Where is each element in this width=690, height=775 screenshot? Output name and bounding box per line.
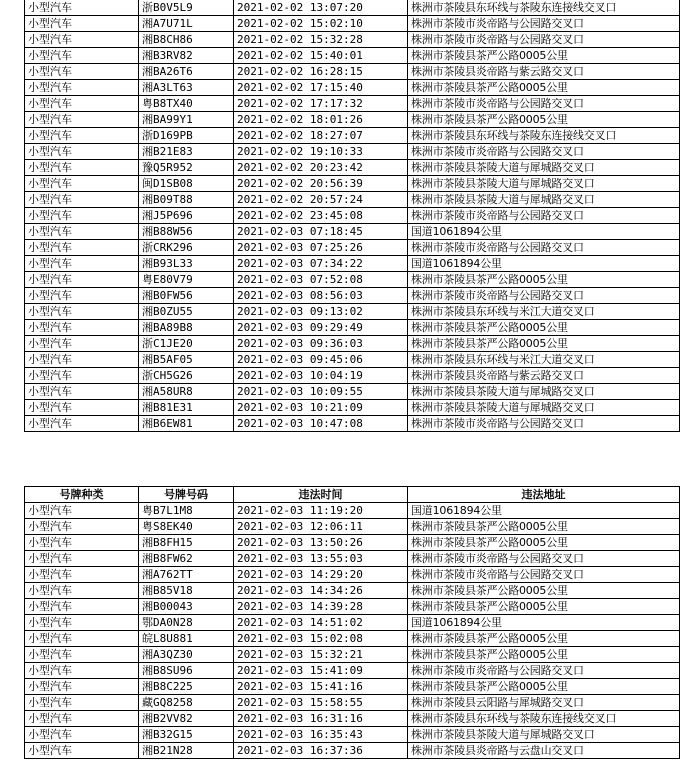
table-row	[25, 96, 680, 112]
table-row	[25, 384, 680, 400]
cell-plate-type: 小型汽车	[25, 192, 139, 208]
table-row	[25, 176, 680, 192]
cell-plate-number: 湘B6EW81	[139, 416, 234, 432]
cell-plate-number: 藏GQ8258	[139, 695, 234, 711]
cell-plate-number: 浙D169PB	[139, 128, 234, 144]
cell-plate-type: 小型汽车	[25, 567, 139, 583]
cell-violation-time: 2021-02-03 10:21:09	[234, 400, 408, 416]
cell-violation-location: 株洲市茶陵县茶严公路0005公里	[408, 583, 680, 599]
cell-violation-time: 2021-02-03 16:31:16	[234, 711, 408, 727]
cell-violation-time: 2021-02-03 08:56:03	[234, 288, 408, 304]
cell-violation-time: 2021-02-03 15:41:09	[234, 663, 408, 679]
cell-violation-time: 2021-02-03 15:32:21	[234, 647, 408, 663]
violations-table-bottom-body	[25, 503, 680, 759]
cell-violation-location: 株洲市茶陵县东环线与米江大道交叉口	[408, 304, 680, 320]
cell-plate-type: 小型汽车	[25, 336, 139, 352]
cell-violation-time: 2021-02-02 20:57:24	[234, 192, 408, 208]
cell-plate-number: 闽D1SB08	[139, 176, 234, 192]
cell-plate-type: 小型汽车	[25, 615, 139, 631]
cell-plate-number: 湘B0ZU55	[139, 304, 234, 320]
violations-table-bottom	[24, 486, 680, 759]
cell-plate-type: 小型汽车	[25, 647, 139, 663]
cell-plate-number: 湘B09T88	[139, 192, 234, 208]
cell-plate-number: 湘B8FW62	[139, 551, 234, 567]
cell-violation-location: 株洲市茶陵市炎帝路与公园路交叉口	[408, 208, 680, 224]
cell-plate-type: 小型汽车	[25, 663, 139, 679]
table-row	[25, 144, 680, 160]
cell-plate-type: 小型汽车	[25, 160, 139, 176]
cell-plate-number: 粤S8EK40	[139, 519, 234, 535]
cell-plate-type: 小型汽车	[25, 96, 139, 112]
table-row	[25, 583, 680, 599]
cell-plate-type: 小型汽车	[25, 0, 139, 16]
cell-violation-location: 株洲市茶陵县茶严公路0005公里	[408, 336, 680, 352]
cell-violation-time: 2021-02-03 10:09:55	[234, 384, 408, 400]
cell-plate-number: 粤E80V79	[139, 272, 234, 288]
table-row	[25, 519, 680, 535]
cell-plate-number: 湘B3RV82	[139, 48, 234, 64]
header-violation-time: 违法时间	[234, 487, 408, 503]
table-row	[25, 112, 680, 128]
cell-violation-location: 国道1061894公里	[408, 615, 680, 631]
table-row	[25, 208, 680, 224]
cell-plate-number: 浙B0V5L9	[139, 0, 234, 16]
cell-violation-time: 2021-02-02 23:45:08	[234, 208, 408, 224]
table-row	[25, 256, 680, 272]
cell-violation-time: 2021-02-02 20:56:39	[234, 176, 408, 192]
cell-plate-number: 湘B5AF05	[139, 352, 234, 368]
cell-violation-time: 2021-02-02 18:01:26	[234, 112, 408, 128]
cell-violation-location: 株洲市茶陵县茶严公路0005公里	[408, 519, 680, 535]
cell-violation-time: 2021-02-02 19:10:33	[234, 144, 408, 160]
cell-violation-location: 株洲市茶陵市炎帝路与公园路交叉口	[408, 567, 680, 583]
cell-plate-number: 湘BA26T6	[139, 64, 234, 80]
cell-plate-number: 鄂DA0N28	[139, 615, 234, 631]
cell-plate-type: 小型汽车	[25, 48, 139, 64]
cell-plate-type: 小型汽车	[25, 320, 139, 336]
cell-plate-number: 粤B7L1M8	[139, 503, 234, 519]
table-row	[25, 288, 680, 304]
cell-violation-location: 株洲市茶陵县云阳路与犀城路交叉口	[408, 695, 680, 711]
cell-violation-time: 2021-02-03 09:29:49	[234, 320, 408, 336]
table-row	[25, 272, 680, 288]
cell-violation-time: 2021-02-02 15:02:10	[234, 16, 408, 32]
table-row	[25, 336, 680, 352]
cell-violation-location: 株洲市茶陵县茶陵大道与犀城路交叉口	[408, 176, 680, 192]
cell-violation-location: 株洲市茶陵县茶严公路0005公里	[408, 272, 680, 288]
table-row	[25, 368, 680, 384]
cell-plate-type: 小型汽车	[25, 503, 139, 519]
table-row	[25, 615, 680, 631]
cell-plate-type: 小型汽车	[25, 519, 139, 535]
cell-plate-number: 湘B8SU96	[139, 663, 234, 679]
table-row	[25, 32, 680, 48]
cell-violation-time: 2021-02-03 11:19:20	[234, 503, 408, 519]
cell-violation-location: 株洲市茶陵市炎帝路与公园路交叉口	[408, 240, 680, 256]
cell-plate-type: 小型汽车	[25, 743, 139, 759]
table-row	[25, 48, 680, 64]
table-row	[25, 663, 680, 679]
cell-plate-type: 小型汽车	[25, 400, 139, 416]
cell-violation-time: 2021-02-03 09:45:06	[234, 352, 408, 368]
cell-plate-type: 小型汽车	[25, 551, 139, 567]
cell-violation-location: 株洲市茶陵县东环线与茶陵东连接线交叉口	[408, 711, 680, 727]
cell-violation-time: 2021-02-02 17:17:32	[234, 96, 408, 112]
table-row	[25, 535, 680, 551]
table-row	[25, 304, 680, 320]
cell-plate-number: 湘B85V18	[139, 583, 234, 599]
cell-plate-type: 小型汽车	[25, 631, 139, 647]
cell-plate-type: 小型汽车	[25, 711, 139, 727]
cell-violation-location: 国道1061894公里	[408, 503, 680, 519]
cell-violation-time: 2021-02-03 15:58:55	[234, 695, 408, 711]
cell-plate-type: 小型汽车	[25, 64, 139, 80]
cell-plate-number: 湘B8C225	[139, 679, 234, 695]
cell-violation-time: 2021-02-03 15:41:16	[234, 679, 408, 695]
cell-plate-number: 浙CRK296	[139, 240, 234, 256]
cell-violation-location: 株洲市茶陵县茶严公路0005公里	[408, 535, 680, 551]
cell-violation-location: 株洲市茶陵县茶严公路0005公里	[408, 320, 680, 336]
cell-violation-time: 2021-02-03 13:50:26	[234, 535, 408, 551]
cell-plate-type: 小型汽车	[25, 224, 139, 240]
cell-violation-time: 2021-02-03 14:29:20	[234, 567, 408, 583]
table-row	[25, 352, 680, 368]
cell-plate-type: 小型汽车	[25, 272, 139, 288]
cell-violation-location: 株洲市茶陵县茶严公路0005公里	[408, 599, 680, 615]
cell-plate-number: 皖L8U881	[139, 631, 234, 647]
cell-violation-time: 2021-02-03 09:13:02	[234, 304, 408, 320]
cell-plate-number: 粤B8TX40	[139, 96, 234, 112]
cell-violation-time: 2021-02-03 14:51:02	[234, 615, 408, 631]
table-row	[25, 80, 680, 96]
cell-violation-location: 株洲市茶陵县东环线与茶陵东连接线交叉口	[408, 0, 680, 16]
cell-violation-location: 株洲市茶陵县茶严公路0005公里	[408, 679, 680, 695]
table-row	[25, 679, 680, 695]
cell-plate-number: 湘B21E83	[139, 144, 234, 160]
cell-plate-number: 湘B00043	[139, 599, 234, 615]
cell-violation-location: 株洲市茶陵市炎帝路与公园路交叉口	[408, 16, 680, 32]
table-row	[25, 240, 680, 256]
table-row	[25, 0, 680, 16]
cell-violation-time: 2021-02-03 07:52:08	[234, 272, 408, 288]
cell-violation-time: 2021-02-03 07:18:45	[234, 224, 408, 240]
cell-violation-time: 2021-02-03 12:06:11	[234, 519, 408, 535]
cell-violation-location: 株洲市茶陵县茶严公路0005公里	[408, 48, 680, 64]
table-row	[25, 743, 680, 759]
table-row	[25, 192, 680, 208]
table-row	[25, 16, 680, 32]
table-row	[25, 551, 680, 567]
cell-violation-location: 株洲市茶陵市炎帝路与公园路交叉口	[408, 96, 680, 112]
table-row	[25, 320, 680, 336]
cell-plate-type: 小型汽车	[25, 352, 139, 368]
cell-violation-time: 2021-02-03 09:36:03	[234, 336, 408, 352]
cell-plate-number: 湘A3LT63	[139, 80, 234, 96]
cell-violation-location: 株洲市茶陵市炎帝路与公园路交叉口	[408, 416, 680, 432]
cell-plate-type: 小型汽车	[25, 304, 139, 320]
cell-violation-time: 2021-02-02 18:27:07	[234, 128, 408, 144]
violations-table-top	[24, 0, 680, 432]
cell-violation-location: 株洲市茶陵县茶陵大道与犀城路交叉口	[408, 384, 680, 400]
table-row	[25, 567, 680, 583]
table-row	[25, 727, 680, 743]
cell-violation-location: 株洲市茶陵市炎帝路与公园路交叉口	[408, 32, 680, 48]
cell-violation-location: 国道1061894公里	[408, 224, 680, 240]
cell-violation-location: 株洲市茶陵县炎帝路与紫云路交叉口	[408, 64, 680, 80]
cell-plate-number: 湘A7U71L	[139, 16, 234, 32]
table-row	[25, 711, 680, 727]
cell-plate-type: 小型汽车	[25, 256, 139, 272]
cell-violation-location: 株洲市茶陵县茶陵大道与犀城路交叉口	[408, 192, 680, 208]
cell-violation-time: 2021-02-02 17:15:40	[234, 80, 408, 96]
cell-plate-number: 湘B21N28	[139, 743, 234, 759]
cell-plate-number: 湘J5P696	[139, 208, 234, 224]
cell-plate-number: 湘B2VV82	[139, 711, 234, 727]
cell-violation-time: 2021-02-02 15:32:28	[234, 32, 408, 48]
cell-plate-number: 湘A762TT	[139, 567, 234, 583]
table-row	[25, 416, 680, 432]
cell-plate-type: 小型汽车	[25, 288, 139, 304]
cell-plate-type: 小型汽车	[25, 679, 139, 695]
cell-plate-number: 湘BA89B8	[139, 320, 234, 336]
cell-violation-time: 2021-02-03 16:37:36	[234, 743, 408, 759]
cell-plate-type: 小型汽车	[25, 80, 139, 96]
cell-violation-location: 株洲市茶陵县茶陵大道与犀城路交叉口	[408, 727, 680, 743]
table-row	[25, 160, 680, 176]
table-row	[25, 503, 680, 519]
cell-violation-location: 株洲市茶陵县茶陵大道与犀城路交叉口	[408, 400, 680, 416]
cell-plate-type: 小型汽车	[25, 112, 139, 128]
cell-plate-number: 湘BA99Y1	[139, 112, 234, 128]
header-plate-type: 号牌种类	[25, 487, 139, 503]
table-header	[25, 487, 680, 503]
cell-plate-type: 小型汽车	[25, 16, 139, 32]
cell-plate-number: 湘B93L33	[139, 256, 234, 272]
table-row	[25, 599, 680, 615]
cell-violation-time: 2021-02-03 16:35:43	[234, 727, 408, 743]
cell-violation-time: 2021-02-02 20:23:42	[234, 160, 408, 176]
cell-violation-time: 2021-02-03 14:39:28	[234, 599, 408, 615]
cell-plate-type: 小型汽车	[25, 32, 139, 48]
cell-plate-number: 湘A58UR8	[139, 384, 234, 400]
cell-violation-time: 2021-02-03 10:04:19	[234, 368, 408, 384]
cell-violation-location: 株洲市茶陵县茶严公路0005公里	[408, 647, 680, 663]
table-row	[25, 224, 680, 240]
cell-violation-location: 株洲市茶陵县茶严公路0005公里	[408, 80, 680, 96]
header-plate-number: 号牌号码	[139, 487, 234, 503]
cell-violation-time: 2021-02-03 10:47:08	[234, 416, 408, 432]
cell-violation-location: 株洲市茶陵县茶严公路0005公里	[408, 631, 680, 647]
cell-violation-time: 2021-02-02 15:40:01	[234, 48, 408, 64]
cell-violation-location: 株洲市茶陵市炎帝路与公园路交叉口	[408, 663, 680, 679]
table-row	[25, 64, 680, 80]
cell-plate-type: 小型汽车	[25, 208, 139, 224]
cell-violation-time: 2021-02-03 13:55:03	[234, 551, 408, 567]
cell-violation-time: 2021-02-02 16:28:15	[234, 64, 408, 80]
cell-plate-type: 小型汽车	[25, 144, 139, 160]
cell-plate-number: 浙CH5G26	[139, 368, 234, 384]
cell-plate-number: 豫Q5R952	[139, 160, 234, 176]
header-violation-location: 违法地址	[408, 487, 680, 503]
cell-plate-type: 小型汽车	[25, 176, 139, 192]
cell-violation-location: 株洲市茶陵市炎帝路与公园路交叉口	[408, 551, 680, 567]
cell-plate-type: 小型汽车	[25, 384, 139, 400]
table-row	[25, 647, 680, 663]
violations-table-top-body	[25, 0, 680, 432]
cell-violation-location: 株洲市茶陵县炎帝路与紫云路交叉口	[408, 368, 680, 384]
cell-plate-number: 湘B88W56	[139, 224, 234, 240]
cell-violation-location: 株洲市茶陵县茶陵大道与犀城路交叉口	[408, 160, 680, 176]
table-row	[25, 695, 680, 711]
table-row	[25, 128, 680, 144]
cell-plate-number: 湘B0FW56	[139, 288, 234, 304]
cell-violation-location: 株洲市茶陵县东环线与米江大道交叉口	[408, 352, 680, 368]
cell-plate-number: 湘A3QZ30	[139, 647, 234, 663]
cell-violation-location: 株洲市茶陵市炎帝路与公园路交叉口	[408, 288, 680, 304]
cell-violation-time: 2021-02-03 15:02:08	[234, 631, 408, 647]
cell-violation-location: 国道1061894公里	[408, 256, 680, 272]
cell-plate-number: 湘B8FH15	[139, 535, 234, 551]
cell-violation-location: 株洲市茶陵市炎帝路与公园路交叉口	[408, 144, 680, 160]
cell-violation-time: 2021-02-03 07:25:26	[234, 240, 408, 256]
cell-plate-type: 小型汽车	[25, 416, 139, 432]
cell-plate-number: 湘B81E31	[139, 400, 234, 416]
cell-plate-type: 小型汽车	[25, 535, 139, 551]
cell-plate-type: 小型汽车	[25, 240, 139, 256]
cell-violation-time: 2021-02-02 13:07:20	[234, 0, 408, 16]
cell-plate-type: 小型汽车	[25, 599, 139, 615]
cell-violation-location: 株洲市茶陵县茶严公路0005公里	[408, 112, 680, 128]
cell-violation-time: 2021-02-03 14:34:26	[234, 583, 408, 599]
cell-violation-location: 株洲市茶陵县炎帝路与云盘山交叉口	[408, 743, 680, 759]
table-row	[25, 631, 680, 647]
cell-plate-number: 浙C1JE20	[139, 336, 234, 352]
cell-plate-type: 小型汽车	[25, 368, 139, 384]
cell-violation-location: 株洲市茶陵县东环线与茶陵东连接线交叉口	[408, 128, 680, 144]
cell-plate-type: 小型汽车	[25, 128, 139, 144]
header-row	[25, 487, 680, 503]
cell-violation-time: 2021-02-03 07:34:22	[234, 256, 408, 272]
cell-plate-number: 湘B32G15	[139, 727, 234, 743]
cell-plate-type: 小型汽车	[25, 695, 139, 711]
cell-plate-type: 小型汽车	[25, 727, 139, 743]
cell-plate-number: 湘B8CH86	[139, 32, 234, 48]
cell-plate-type: 小型汽车	[25, 583, 139, 599]
table-row	[25, 400, 680, 416]
